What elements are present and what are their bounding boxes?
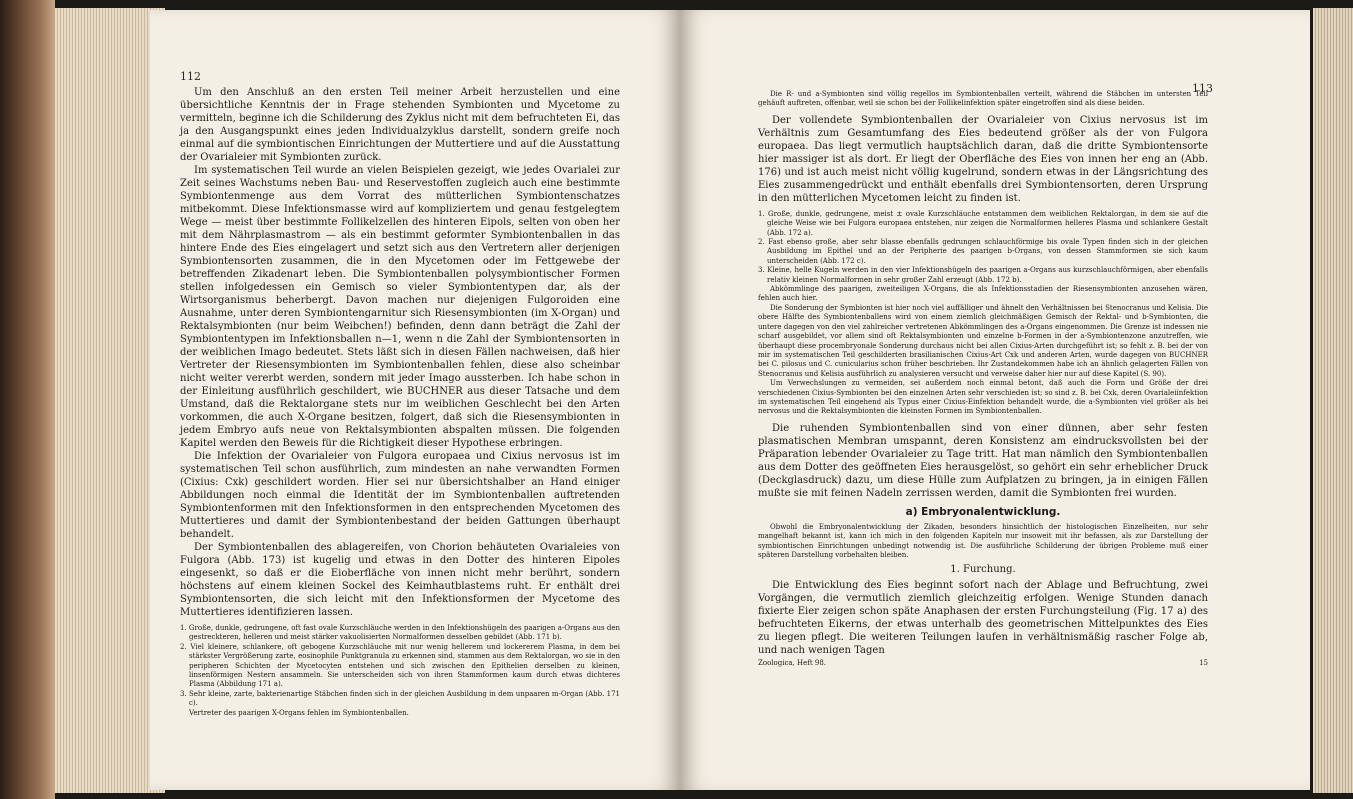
subsection-heading: 1. Furchung. <box>950 564 1016 576</box>
numbered-note: 1. Große, dunkle, gedrungene, oft fast ovale Kurzschläuche werden in den Infektionshügeln des paarigen a-Organs aus den gestreckteren, helleren und meist stärker vakuolisierten Normalformen desselben gebildet (Abb. 171 b). <box>180 624 620 642</box>
footer-signature: 15 <box>1199 659 1208 668</box>
paragraph: Die Entwicklung des Eies beginnt sofort nach der Ablage und Befruchtung, zwei Vorgängen, die vermutlich ziemlich gleichzeitig erfolgen. Wenige Stunden danach fixierte Eier zeigen schon späte Anaphasen der ersten Furchungsteilung (Fig. 17 a) des befruchteten Eikerns, der etwas unterhalb des geometrischen Mittelpunktes des Eies zu liegen pflegt. Die weiteren Teilungen laufen in verhältnismäßig rascher Folge ab, und nach wenigen Tagen <box>758 580 1208 657</box>
numbered-note: 3. Kleine, helle Kugeln werden in den vier Infektionshügeln des paarigen a-Organs aus kurzschlauchförmigen, aber ebenfalls relativ kleinen Normalformen in sehr großer Zahl erzeugt (Abb. 172 b). <box>758 266 1208 284</box>
section-heading: a) Embryonalentwicklung. <box>905 505 1061 518</box>
page-stack-left <box>55 8 165 793</box>
footer-journal: Zoologica, Heft 98. <box>758 659 827 668</box>
small-paragraph: Die Sonderung der Symbionten ist hier noch viel auffälliger und ähnelt den Verhältnissen bei Stenocranus und Kelisia. Die obere Hälfte des Symbiontenballens wird von einem ziemlich gleichmäßigen Gemisch der Rektal- und b-Symbionten, die untere dagegen von den viel zahlreicher vertretenen Abkömmlingen des a-Organs eingenommen. Die Grenze ist indessen nie scharf ausgebildet, vor allem sind oft Rektalsymbionten und einzelne b-Formen in der a-Symbiontenzone anzutreffen, wie überhaupt diese procembryonale Sonderung durchaus nicht bei allen Cixius-Arten durchgeführt ist; so fehlt z. B. bei der von mir im systematischen Teil geschilderten brasilianischen Cixius-Art Cxk und anderen Arten, wurde dagegen von BUCHNER bei C. pilosus und C. cunicularius schon früher beschrieben. Ihr Zustandekommen habe ich an ähnlich gelagerten Fällen von Stenocranus und Kelisia ausführlich zu analysieren versucht und verweise daher hier nur auf diese Kapitel (S. 90). <box>758 303 1208 378</box>
paragraph: Die ruhenden Symbiontenballen sind von einer dünnen, aber sehr festen plasmatischen Membran umspannt, deren Konsistenz am eindrucksvollsten bei der Präparation lebender Ovarialeier zu Tage tritt. Hat man nämlich den Symbiontenballen aus dem Dotter des geöffneten Eies herausgelöst, so gehört ein sehr erheblicher Druck (Deckglasdruck) dazu, um diese Hülle zum Aufplatzen zu bringen, ja in einigen Fällen mußte sie mit feinen Nadeln zerrissen werden, damit die Symbionten frei wurden. <box>758 422 1208 499</box>
left-page <box>150 10 680 790</box>
paragraph: Im systematischen Teil wurde an vielen Beispielen gezeigt, wie jedes Ovarialei zur Zeit seines Wachstums neben Bau- und Reservestoffen zugleich auch eine bestimmte Symbiontenmenge aus dem Vorrat des mütterlichen Symbiontenschatzes mitbekommt. Diese Infektionsmasse wird auf kompliziertem und genau festgelegtem Wege — meist über bestimmte Follikelzellen des hinteren Eipols, selten von oben her mit dem Nährplasmastrom — als ein bestimmt geformter Symbiontenballen in das hintere Ende des Eies eingelagert und setzt sich aus den Vertretern aller derjenigen Symbiontensorten zusammen, die in den Mycetomen oder im Fettgewebe der betreffenden Zikadenart leben. Die Symbiontenballen polysymbiontischer Formen stellen infolgedessen ein Gemisch so vieler Symbiontentypen dar, als der Wirtsorganismus beherbergt. Davon machen nur diejenigen Fulgoroiden eine Ausnahme, unter deren Symbiontengarnitur sich Riesensymbionten (im X-Organ) und Rektalsymbionten (nur beim Weibchen!) befinden, denn dann beträgt die Zahl der Symbiontentypen im Infektionsballen n—1, wenn n die Zahl der Symbiontensorten in der weiblichen Imago bedeutet. Stets läßt sich in diesen Fällen nachweisen, daß hier Vertreter der Riesensymbionten im Symbiontenballen fehlen, diese also scheinbar nicht weiter vererbt werden, sondern mit jeder Imago aussterben. Ich habe schon in der Einleitung ausführlich geschildert, wie BUCHNER aus dieser Tatsache und dem Umstand, daß die Rektalorgane stets nur im weiblichen Geschlecht bei den Arten vorkommen, die auch X-Organe besitzen, folgert, daß sich die Riesensymbionten in jedem Embryo aufs neue von Rektalsymbionten abspalten müssen. Die folgenden Kapitel werden den Beweis für die Richtigkeit dieser Hypothese erbringen. <box>180 165 620 449</box>
page-footer <box>758 659 1208 667</box>
small-paragraph: Abkömmlinge des paarigen, zweiteiligen X-Organs, die als Infektionsstadien der Riesensymbionten anzusehen wären, fehlen auch hier. <box>758 285 1208 303</box>
numbered-note: 1. Große, dunkle, gedrungene, meist ± ovale Kurzschläuche entstammen dem weiblichen Rektalorgan, in dem sie auf die gleiche Weise wie bei Fulgora europaea entstehen, nur zeigen die Normalformen helleres Plasma und schlankere Gestalt (Abb. 172 a). <box>758 209 1208 237</box>
page-number-right: 113 <box>1192 82 1213 95</box>
paragraph: Die Infektion der Ovarialeier von Fulgora europaea und Cixius nervosus ist im systematischen Teil schon ausführlich, zum mindesten an nahe verwandten Formen (Cixius: Cxk) geschildert worden. Hier sei nur übersichtshalber an Hand einiger Abbildungen noch einmal die Identität der im Symbiontenballen auftretenden Symbiontenformen mit den Infektionsformen in den entsprechenden Mycetomen des Muttertieres und damit der Symbiontenbestand der beiden Gattungen überhaupt behandelt. <box>180 451 620 540</box>
paragraph: Der Symbiontenballen des ablagereifen, von Chorion behäuteten Ovarialeies von Fulgora (Abb. 173) ist kugelig und etwas in den Dotter des hinteren Eipoles eingesenkt, so daß er die Eioberfläche von innen nicht mehr berührt, sondern höchstens auf einem kleinen Sockel des Keimhautblastems ruht. Er enthält drei Symbiontensorten, die sich leicht mit den Infektionsformen der Mycetome des Muttertieres identifizieren lassen. <box>180 542 620 618</box>
left-page-content <box>180 70 620 718</box>
numbered-note: 2. Fast ebenso große, aber sehr blasse ebenfalls gedrungen schlauchförmige bis ovale Typen finden sich in der gleichen Ausbildung im Epithel und an der Peripherie des paarigen b-Organs, von dessen Stammformen sie sich kaum unterscheiden (Abb. 172 c). <box>758 238 1208 265</box>
small-paragraph: Die R- und a-Symbionten sind völlig regellos im Symbiontenballen verteilt, während die Stäbchen im untersten Teil gehäuft auftreten, offenbar, weil sie schon bei der Follikelinfektion später eingetroffen sind als diese beiden. <box>758 90 1208 108</box>
numbered-note: 2. Viel kleinere, schlankere, oft gebogene Kurzschläuche mit nur wenig hellerem und lockererem Plasma, in dem bei stärkster Vergrößerung zarte, eosinophile Punktgranula zu erkennen sind, stammen aus dem Rektalorgan, wo sie in den peripheren Schichten der Mycetocyten entstehen und sich zwischen den Epithelien derselben zu kleinen, linsenförmigen Nestern ansammeln. Sie unterscheiden sich von ihren Stammformen kaum durch etwas dichteres Plasma (Abbildung 171 a). <box>180 642 620 689</box>
page-stack-right <box>1313 8 1353 793</box>
small-paragraph: Obwohl die Embryonalentwicklung der Zikaden, besonders hinsichtlich der histologischen Einzelheiten, nur sehr mangelhaft bekannt ist, kann ich mich in den folgenden Kapiteln nur insoweit mit ihr befassen, als zur Darstellung der symbiontischen Einrichtungen unbedingt notwendig ist. Die ausführliche Schilderung der übrigen Probleme muß einer späteren Darstellung vorbehalten bleiben. <box>758 522 1208 559</box>
note-line: Vertreter des paarigen X-Organs fehlen im Symbiontenballen. <box>189 708 409 717</box>
right-page <box>680 10 1310 790</box>
page-number-left: 112 <box>180 70 201 83</box>
right-page-content <box>758 90 1208 667</box>
numbered-note: 3. Sehr kleine, zarte, bakterienartige Stäbchen finden sich in der gleichen Ausbildung in dem unpaaren m-Organ (Abb. 171 c). <box>180 689 620 708</box>
paragraph: Der vollendete Symbiontenballen der Ovarialeier von Cixius nervosus ist im Verhältnis zum Gesamtumfang des Eies bedeutend größer als der von Fulgora europaea. Das liegt vermutlich hauptsächlich daran, daß die dritte Symbiontensorte hier massiger ist als dort. Er liegt der Oberfläche des Eies von innen her eng an (Abb. 176) und ist auch meist nicht völlig kugelrund, sondern etwas in der Längsrichtung des Eies zusammengedrückt und enthält ebenfalls drei Symbiontensorten, deren Ursprung in den mütterlichen Mycetomen leicht zu finden ist. <box>758 114 1208 204</box>
book-cover-edge <box>0 0 55 799</box>
small-paragraph: Um Verwechslungen zu vermeiden, sei außerdem noch einmal betont, daß auch die Form und Größe der drei verschiedenen Cixius-Symbionten bei den einzelnen Arten sehr verschieden ist; so sind z. B. bei Cxk, deren Ovarialeiinfektion im systematischen Teil eingehend als Typus einer Cixius-Einfektion behandelt wurde, die a-Symbionten viel größer als bei nervosus und die Rektalsymbionten die kleinsten Formen im Symbiontenballen. <box>758 379 1208 416</box>
paragraph: Um den Anschluß an den ersten Teil meiner Arbeit herzustellen und eine übersichtliche Kenntnis der in Frage stehenden Symbionten und Mycetome zu vermitteln, beginne ich die Schilderung des Zyklus nicht mit dem befruchteten Ei, das ja den Ausgangspunkt eines jeden Individualzyklus darstellt, sondern greife noch einmal auf die symbiontischen Einrichtungen der Muttertiere und auf die Ausstattung der Ovarialeier mit Symbionten zurück. <box>180 87 620 163</box>
